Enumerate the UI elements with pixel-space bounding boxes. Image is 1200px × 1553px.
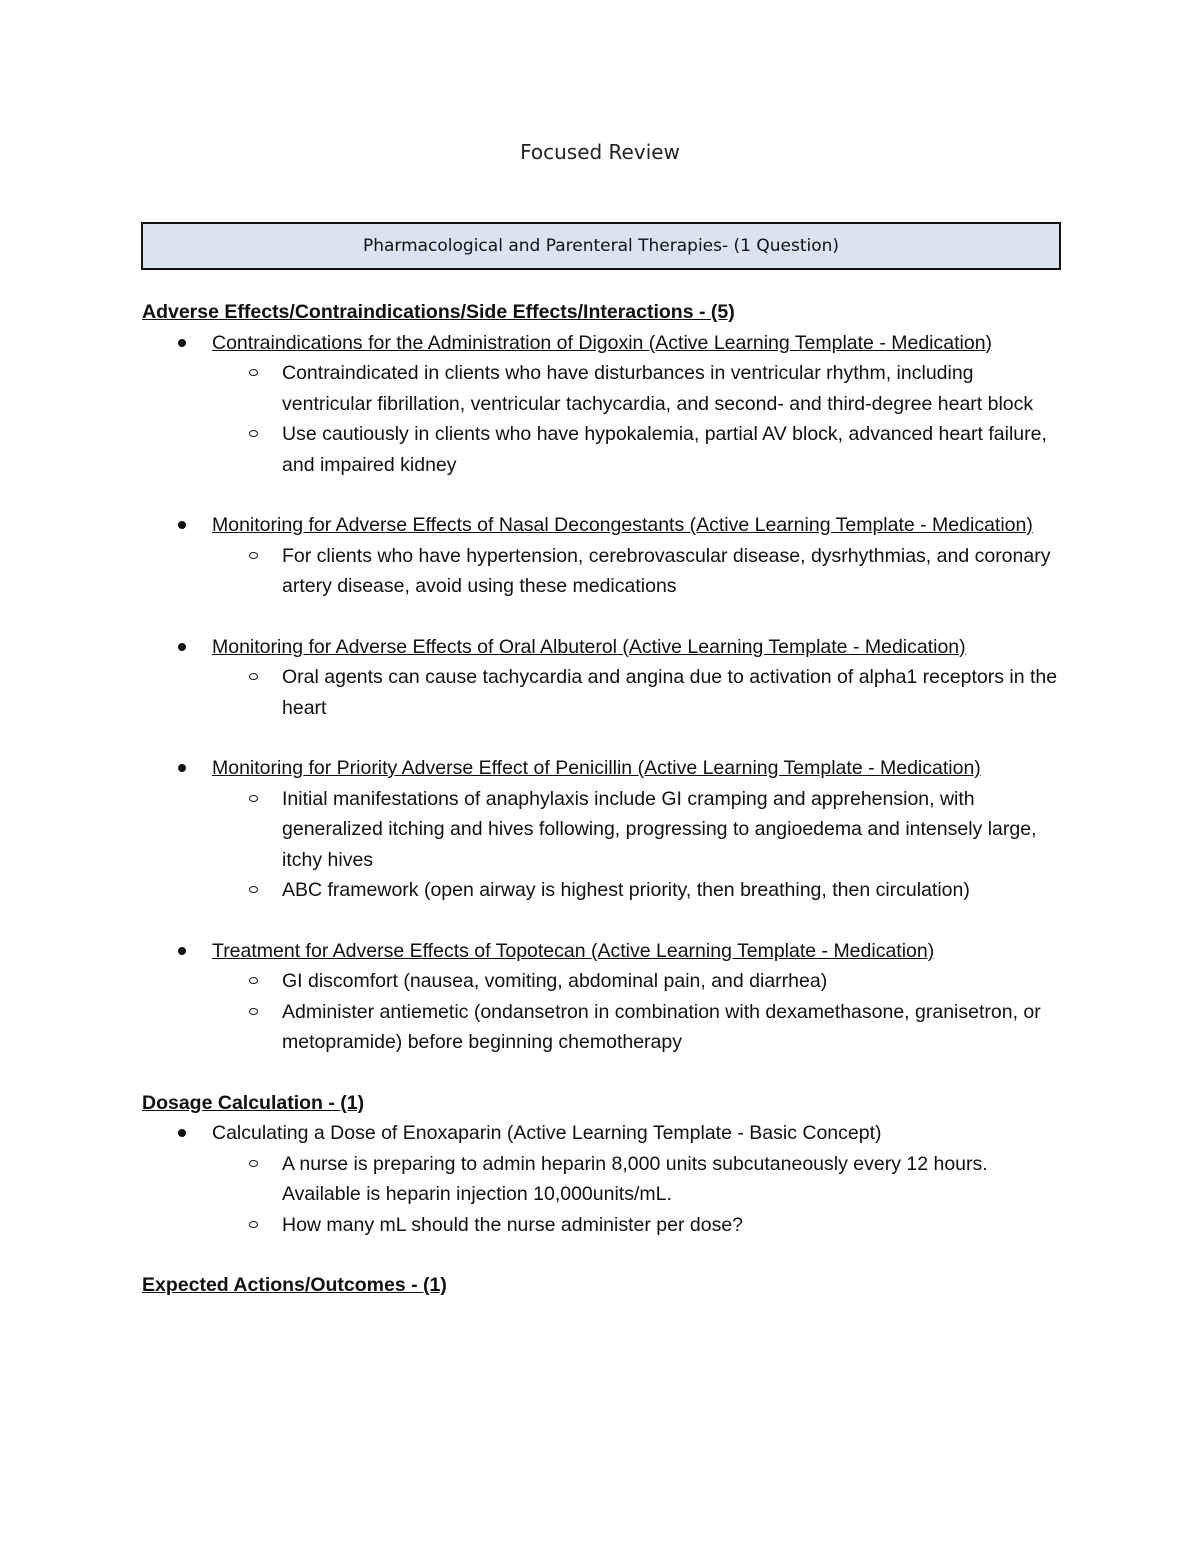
document-title: Focused Review: [520, 140, 680, 164]
circle-bullet-icon: [249, 1160, 258, 1167]
point-list: [212, 541, 1062, 602]
list-item: [142, 510, 1062, 602]
point-list: [212, 1149, 1062, 1241]
spacer: [142, 723, 1062, 753]
spacer: [142, 480, 1062, 510]
point-text: Contraindicated in clients who have disturbances in ventricular rhythm, including ventricular fibrillation, ventricular tachycardia, and second- and third-degree heart block: [282, 362, 1034, 415]
list-item: [142, 632, 1062, 724]
list-item: [212, 966, 1062, 997]
banner-text: Pharmacological and Parenteral Therapies- (1 Question): [362, 236, 840, 256]
document-body: [142, 297, 1062, 1301]
circle-bullet-icon: [249, 552, 258, 559]
spacer: [142, 1058, 1062, 1088]
section-heading: Expected Actions/Outcomes - (1): [142, 1274, 447, 1296]
point-text: Administer antiemetic (ondansetron in combination with dexamethasone, granisetron, or metopramide) before beginning chemotherapy: [282, 1000, 1041, 1053]
bullet-icon: [178, 947, 186, 955]
topic-list: [142, 328, 1062, 1058]
point-text: Oral agents can cause tachycardia and angina due to activation of alpha1 receptors in the heart: [282, 666, 1058, 719]
topic-title: Treatment for Adverse Effects of Topotecan (Active Learning Template - Medication): [212, 939, 935, 962]
circle-bullet-icon: [249, 673, 258, 680]
list-item: [212, 419, 1062, 480]
topic-title: Calculating a Dose of Enoxaparin (Active Learning Template - Basic Concept): [212, 1122, 882, 1144]
list-item: [142, 1118, 1062, 1240]
section-heading: Dosage Calculation - (1): [142, 1091, 365, 1114]
point-text: Initial manifestations of anaphylaxis include GI cramping and apprehension, with generalized itching and hives following, progressing to angioedema and intensely large, itchy hives: [282, 787, 1037, 871]
circle-bullet-icon: [249, 1008, 258, 1015]
bullet-icon: [178, 1129, 186, 1137]
circle-bullet-icon: [249, 430, 258, 437]
spacer: [142, 906, 1062, 936]
topic-title: Monitoring for Priority Adverse Effect of Penicillin (Active Learning Template - Medication): [212, 757, 981, 779]
point-text: ABC framework (open airway is highest priority, then breathing, then circulation): [282, 879, 970, 901]
list-item: [212, 1210, 1062, 1241]
point-list: [212, 784, 1062, 906]
point-list: [212, 358, 1062, 480]
list-item: [212, 358, 1062, 419]
bullet-icon: [178, 521, 186, 529]
point-text: GI discomfort (nausea, vomiting, abdominal pain, and diarrhea): [282, 970, 828, 992]
circle-bullet-icon: [249, 795, 258, 802]
list-item: [212, 662, 1062, 723]
bullet-icon: [178, 643, 186, 651]
topic-title: Monitoring for Adverse Effects of Oral Albuterol (Active Learning Template - Medication): [212, 635, 966, 658]
topic-title: Monitoring for Adverse Effects of Nasal Decongestants (Active Learning Template - Medication): [212, 514, 1033, 536]
bullet-icon: [178, 764, 186, 772]
list-item: [212, 875, 1062, 906]
spacer: [142, 602, 1062, 632]
circle-bullet-icon: [249, 1221, 258, 1228]
circle-bullet-icon: [249, 886, 258, 893]
point-text: A nurse is preparing to admin heparin 8,000 units subcutaneously every 12 hours. Available is heparin injection 10,000units/mL.: [282, 1152, 988, 1205]
list-item: [142, 328, 1062, 481]
list-item: [212, 784, 1062, 876]
point-text: For clients who have hypertension, cerebrovascular disease, dysrhythmias, and coronary artery disease, avoid using these medications: [282, 544, 1051, 597]
topic-title: Contraindications for the Administration of Digoxin (Active Learning Template - Medication): [212, 331, 993, 354]
list-item: [212, 1149, 1062, 1210]
section-heading: Adverse Effects/Contraindications/Side Effects/Interactions - (5): [142, 301, 735, 323]
point-text: Use cautiously in clients who have hypokalemia, partial AV block, advanced heart failure, and impaired kidney: [282, 423, 1047, 476]
list-item: [212, 541, 1062, 602]
section-banner: [141, 222, 1061, 270]
topic-list: [142, 1118, 1062, 1240]
spacer: [142, 1240, 1062, 1270]
list-item: [142, 936, 1062, 1058]
list-item: [142, 753, 1062, 906]
list-item: [212, 997, 1062, 1058]
circle-bullet-icon: [249, 369, 258, 376]
bullet-icon: [178, 339, 186, 347]
point-text: How many mL should the nurse administer per dose?: [282, 1213, 744, 1236]
point-list: [212, 966, 1062, 1058]
point-list: [212, 662, 1062, 723]
circle-bullet-icon: [249, 977, 258, 984]
